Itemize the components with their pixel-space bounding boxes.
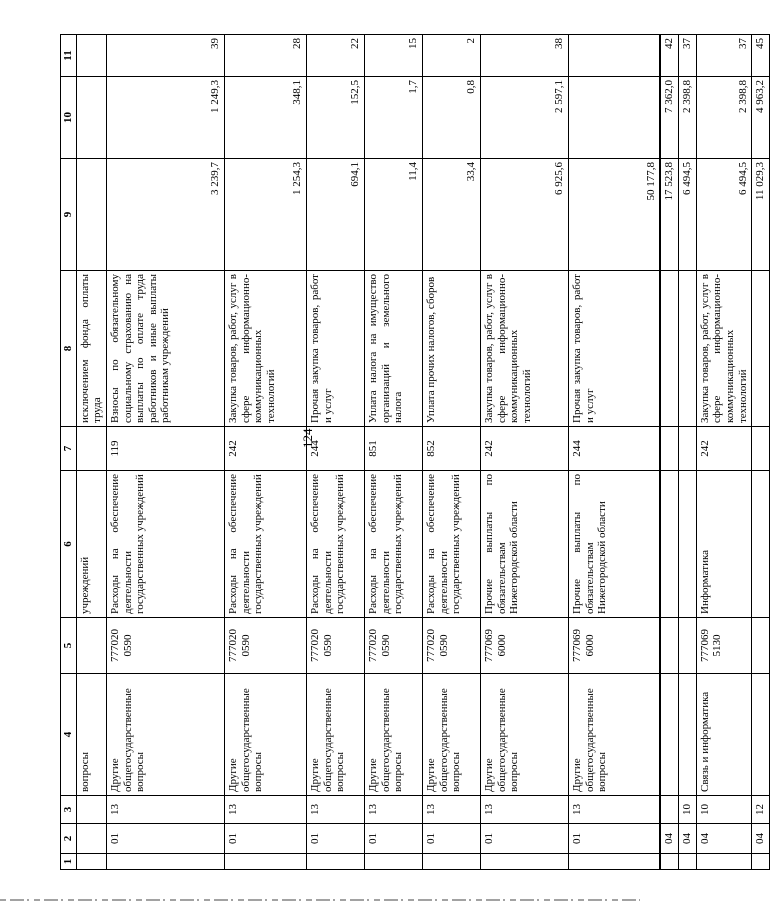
table-cell-c11 xyxy=(76,35,106,77)
table-cell-c6: учреждений xyxy=(76,471,106,618)
table-cell-c4: Другие общегосударственные вопросы xyxy=(106,674,224,796)
table-cell-c10: 2 398,8 xyxy=(679,77,697,159)
table-cell-c8: Прочая закупка товаров, работ и услуг xyxy=(306,271,364,427)
table-cell-c2 xyxy=(76,824,106,854)
table-body xyxy=(76,35,769,870)
table-cell-c10: 2 597,1 xyxy=(480,77,568,159)
table-cell-c5: 777020 0590 xyxy=(422,618,480,674)
table-row xyxy=(696,35,752,870)
table-cell-c8: исключением фонда оплаты труда xyxy=(76,271,106,427)
table-cell-c1 xyxy=(422,854,480,870)
table-cell-c2: 04 xyxy=(752,824,770,854)
table-cell-c5: 777020 0590 xyxy=(106,618,224,674)
budget-table xyxy=(60,34,770,870)
table-cell-c11: 28 xyxy=(224,35,306,77)
table-cell-c8: Закупка товаров, работ, услуг в сфере информационно-коммуникационных технологий xyxy=(480,271,568,427)
table-cell-c10: 348,1 xyxy=(224,77,306,159)
table-cell-c11: 45 xyxy=(752,35,770,77)
table-cell-c8: Закупка товаров, работ, услуг в сфере информационно-коммуникационных технологий xyxy=(224,271,306,427)
table-cell-c5: 777069 6000 xyxy=(480,618,568,674)
table-cell-c7: 242 xyxy=(224,427,306,471)
table-cell-c1 xyxy=(364,854,422,870)
table-cell-c2: 01 xyxy=(106,824,224,854)
table-cell-c4: Другие общегосударственные вопросы xyxy=(422,674,480,796)
table-cell-c7: 242 xyxy=(480,427,568,471)
table-cell-c1 xyxy=(106,854,224,870)
col-header-8: 8 xyxy=(61,271,77,427)
table-cell-c2: 01 xyxy=(306,824,364,854)
table-cell-c5: 777020 0590 xyxy=(364,618,422,674)
table-cell-c7: 852 xyxy=(422,427,480,471)
table-cell-c6 xyxy=(679,471,697,618)
col-header-9: 9 xyxy=(61,159,77,271)
table-cell-c9: 11,4 xyxy=(364,159,422,271)
col-header-4: 4 xyxy=(61,674,77,796)
table-cell-c3: 10 xyxy=(696,796,752,824)
table-row xyxy=(76,35,106,870)
table-cell-c4: Другие общегосударственные вопросы xyxy=(306,674,364,796)
table-cell-c1 xyxy=(76,854,106,870)
table-cell-c1 xyxy=(696,854,752,870)
table-cell-c9: 50 177,8 xyxy=(568,159,660,271)
table-cell-c6: Прочие выплаты по обязательствам Нижегородской области xyxy=(480,471,568,618)
table-cell-c2: 01 xyxy=(224,824,306,854)
table-cell-c10: 7 362,0 xyxy=(660,77,678,159)
table-cell-c11: 37 xyxy=(696,35,752,77)
table-cell-c4: Другие общегосударственные вопросы xyxy=(224,674,306,796)
table-cell-c10: 1 249,3 xyxy=(106,77,224,159)
table-cell-c11 xyxy=(568,35,660,77)
table-cell-c6: Расходы на обеспечение деятельности государственных учреждений xyxy=(364,471,422,618)
table-cell-c10 xyxy=(76,77,106,159)
table-cell-c9: 33,4 xyxy=(422,159,480,271)
table-cell-c8 xyxy=(679,271,697,427)
table-cell-c9: 6 925,6 xyxy=(480,159,568,271)
table-row xyxy=(364,35,422,870)
scan-artifact-line xyxy=(0,896,640,904)
table-cell-c1 xyxy=(660,854,678,870)
table-cell-c3: 13 xyxy=(364,796,422,824)
col-header-10: 10 xyxy=(61,77,77,159)
table-cell-c4 xyxy=(660,674,678,796)
table-cell-c6: Прочие выплаты по обязательствам Нижегородской области xyxy=(568,471,660,618)
table-cell-c4: Другие общегосударственные вопросы xyxy=(364,674,422,796)
table-cell-c8: Прочая закупка товаров, работ и услуг xyxy=(568,271,660,427)
table-cell-c2: 01 xyxy=(568,824,660,854)
table-cell-c2: 04 xyxy=(660,824,678,854)
table-cell-c6 xyxy=(752,471,770,618)
table-cell-c5 xyxy=(76,618,106,674)
table-cell-c3: 10 xyxy=(679,796,697,824)
table-cell-c9: 17 523,8 xyxy=(660,159,678,271)
table-cell-c4: Другие общегосударственные вопросы xyxy=(568,674,660,796)
table-cell-c3: 13 xyxy=(224,796,306,824)
table-cell-c4: Другие общегосударственные вопросы xyxy=(480,674,568,796)
table-cell-c11: 2 xyxy=(422,35,480,77)
table-cell-c4 xyxy=(752,674,770,796)
table-cell-c4: вопросы xyxy=(76,674,106,796)
table-cell-c3: 13 xyxy=(568,796,660,824)
table-cell-c1 xyxy=(568,854,660,870)
table-cell-c5: 777020 0590 xyxy=(224,618,306,674)
table-cell-c7: 119 xyxy=(106,427,224,471)
table-row xyxy=(752,35,770,870)
table-row xyxy=(679,35,697,870)
table-cell-c3 xyxy=(76,796,106,824)
table-cell-c9: 694,1 xyxy=(306,159,364,271)
table-cell-c2: 04 xyxy=(679,824,697,854)
table-row xyxy=(224,35,306,870)
table-cell-c7 xyxy=(752,427,770,471)
table-cell-c11: 15 xyxy=(364,35,422,77)
table-row xyxy=(106,35,224,870)
table-cell-c1 xyxy=(306,854,364,870)
col-header-2: 2 xyxy=(61,824,77,854)
table-row xyxy=(480,35,568,870)
table-cell-c1 xyxy=(224,854,306,870)
table-cell-c9: 3 239,7 xyxy=(106,159,224,271)
table-cell-c5: 777069 5130 xyxy=(696,618,752,674)
table-cell-c4 xyxy=(679,674,697,796)
table-cell-c6: Расходы на обеспечение деятельности государственных учреждений xyxy=(422,471,480,618)
col-header-5: 5 xyxy=(61,618,77,674)
table-cell-c2: 01 xyxy=(480,824,568,854)
col-header-7: 7 xyxy=(61,427,77,471)
table-cell-c1 xyxy=(752,854,770,870)
table-cell-c7 xyxy=(679,427,697,471)
table-cell-c6 xyxy=(660,471,678,618)
table-cell-c1 xyxy=(480,854,568,870)
table-cell-c6: Расходы на обеспечение деятельности государственных учреждений xyxy=(224,471,306,618)
table-cell-c8 xyxy=(660,271,678,427)
table-cell-c1 xyxy=(679,854,697,870)
table-cell-c3: 13 xyxy=(422,796,480,824)
header-row xyxy=(61,35,77,870)
table-cell-c10: 2 398,8 xyxy=(696,77,752,159)
table-cell-c10: 152,5 xyxy=(306,77,364,159)
page-number: 124 xyxy=(300,428,315,448)
table-cell-c7 xyxy=(660,427,678,471)
table-cell-c3: 13 xyxy=(480,796,568,824)
table-row xyxy=(660,35,678,870)
table-cell-c7: 244 xyxy=(306,427,364,471)
table-row xyxy=(422,35,480,870)
table-cell-c7 xyxy=(76,427,106,471)
table-cell-c11: 22 xyxy=(306,35,364,77)
table-cell-c7: 851 xyxy=(364,427,422,471)
table-cell-c3: 13 xyxy=(306,796,364,824)
col-header-1: 1 xyxy=(61,854,77,870)
table-cell-c9: 1 254,3 xyxy=(224,159,306,271)
col-header-6: 6 xyxy=(61,471,77,618)
rotated-table-page xyxy=(60,35,767,870)
table-cell-c9: 6 494,5 xyxy=(679,159,697,271)
table-cell-c8 xyxy=(752,271,770,427)
table-cell-c8: Закупка товаров, работ, услуг в сфере информационно-коммуникационных технологий xyxy=(696,271,752,427)
table-cell-c7: 242 xyxy=(696,427,752,471)
table-cell-c6: Расходы на обеспечение деятельности государственных учреждений xyxy=(306,471,364,618)
table-row xyxy=(306,35,364,870)
table-cell-c2: 04 xyxy=(696,824,752,854)
table-cell-c3: 13 xyxy=(106,796,224,824)
table-cell-c6: Расходы на обеспечение деятельности государственных учреждений xyxy=(106,471,224,618)
table-row xyxy=(568,35,660,870)
table-cell-c10: 1,7 xyxy=(364,77,422,159)
table-cell-c11: 37 xyxy=(679,35,697,77)
table-cell-c11: 42 xyxy=(660,35,678,77)
table-cell-c3 xyxy=(660,796,678,824)
col-header-3: 3 xyxy=(61,796,77,824)
col-header-11: 11 xyxy=(61,35,77,77)
table-cell-c9: 11 029,3 xyxy=(752,159,770,271)
table-cell-c6: Информатика xyxy=(696,471,752,618)
table-cell-c2: 01 xyxy=(364,824,422,854)
table-cell-c8: Уплата прочих налогов, сборов xyxy=(422,271,480,427)
table-cell-c9 xyxy=(76,159,106,271)
table-cell-c3: 12 xyxy=(752,796,770,824)
table-cell-c5 xyxy=(679,618,697,674)
table-cell-c9: 6 494,5 xyxy=(696,159,752,271)
table-cell-c11: 38 xyxy=(480,35,568,77)
table-cell-c5: 777069 6000 xyxy=(568,618,660,674)
table-cell-c11: 39 xyxy=(106,35,224,77)
table-cell-c10: 4 963,2 xyxy=(752,77,770,159)
table-cell-c5: 777020 0590 xyxy=(306,618,364,674)
table-cell-c8: Взносы по обязательному социальному страхованию на выплаты по оплате труда работников и иные выплаты работникам учреждений xyxy=(106,271,224,427)
table-cell-c5 xyxy=(752,618,770,674)
table-cell-c2: 01 xyxy=(422,824,480,854)
table-cell-c7: 244 xyxy=(568,427,660,471)
table-cell-c8: Уплата налога на имущество организаций и земельного налога xyxy=(364,271,422,427)
table-cell-c10: 0,8 xyxy=(422,77,480,159)
table-cell-c4: Связь и информатика xyxy=(696,674,752,796)
table-cell-c5 xyxy=(660,618,678,674)
table-cell-c10 xyxy=(568,77,660,159)
